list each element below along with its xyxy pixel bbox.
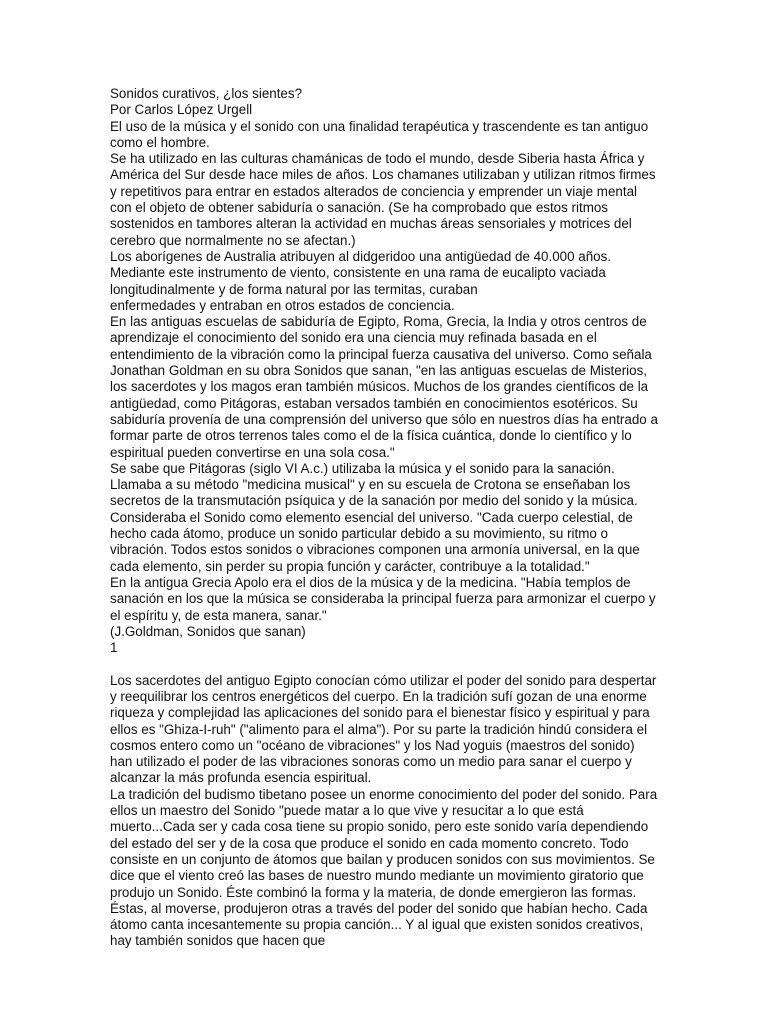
paragraph: Los sacerdotes del antiguo Egipto conocían cómo utilizar el poder del sonido para despertar y reequilibrar los centros energéticos del cuerpo. En la tradición sufí gozan de una enorme riqueza y complejidad las aplicaciones del sonido para el bienestar físico y espiritual y para ellos es "Ghiza-I-ruh" ("alimento para el alma"). Por su parte la tradición hindú considera el cosmos entero como un "océano de vibraciones" y los Nad yoguis (maestros del sonido) han utilizado el poder de las vibraciones sonoras como un medio para sanar el cuerpo y alcanzar la más profunda esencia espiritual. — [110, 672, 657, 786]
page-number: 1 — [110, 640, 118, 656]
paragraph: En las antiguas escuelas de sabiduría de Egipto, Roma, Grecia, la India y otros centros de aprendizaje el conocimiento del sonido era una ciencia muy refinada basada en el entendimiento de la vibración como la principal fuerza causativa del universo. Como señala Jonathan Goldman en su obra Sonidos que sanan, "en las antiguas escuelas de Misterios, los sacerdotes y los magos eran también músicos. Muchos de los grandes científicos de la antigüedad, como Pitágoras, estaban versados también en conocimientos esotéricos. Su sabiduría provenía de una comprensión del universo que sólo en nuestros días ha entrado a formar parte de otros terrenos tales como el de la física cuántica, donde lo científico y lo espiritual pueden convertirse en una sola cosa." — [110, 314, 658, 460]
document-author: Por Carlos López Urgell — [110, 102, 253, 118]
page-break — [110, 656, 660, 672]
paragraph: Se ha utilizado en las culturas chamánicas de todo el mundo, desde Siberia hasta África y América del Sur desde hace miles de años. Los chamanes utilizaban y utilizan ritmos firmes y repetitivos para entrar en estados alterados de conciencia y emprender un viaje mental con el objeto de obtener sabiduría o sanación. (Se ha comprobado que estos ritmos sostenidos en tambores alteran la actividad en muchas áreas sensoriales y motrices del cerebro que normalmente no se afectan.) — [110, 151, 656, 248]
citation: (J.Goldman, Sonidos que sanan) — [110, 623, 306, 639]
document-body — [110, 86, 660, 950]
document-title: Sonidos curativos, ¿los sientes? — [110, 86, 303, 101]
paragraph: La tradición del budismo tibetano posee un enorme conocimiento del poder del sonido. Para ellos un maestro del Sonido "puede matar a lo que vive y resucitar a lo que está muerto...Cada ser y cada cosa tiene su propio sonido, pero este sonido varía dependiendo del estado del ser y de la cosa que produce el sonido en cada momento concreto. Todo consiste en un conjunto de átomos que bailan y producen sonidos con sus movimientos. Se dice que el viento creó las bases de nuestro mundo mediante un movimiento giratorio que produjo un Sonido. Éste combinó la forma y la materia, de donde emergieron las formas. Éstas, al moverse, produjeron otras a través del poder del sonido que habían hecho. Cada átomo canta incesantemente su propia canción... Y al igual que existen sonidos creativos, hay también sonidos que hacen que — [110, 786, 658, 949]
paragraph: En la antigua Grecia Apolo era el dios de la música y de la medicina. "Había templos de sanación en los que la música se consideraba la principal fuerza para armonizar el cuerpo y el espíritu y, de esta manera, sanar." — [110, 574, 656, 623]
paragraph: El uso de la música y el sonido con una finalidad terapéutica y trascendente es tan antiguo como el hombre. — [110, 118, 649, 150]
paragraph: enfermedades y entraban en otros estados de conciencia. — [110, 297, 455, 313]
paragraph: Se sabe que Pitágoras (siglo VI A.c.) utilizaba la música y el sonido para la sanación. Llamaba a su método "medicina musical" y en su escuela de Crotona se enseñaban los secretos de la transmutación psíquica y de la sanación por medio del sonido y la música. Consideraba el Sonido como elemento esencial del universo. "Cada cuerpo celestial, de hecho cada átomo, produce un sonido particular debido a su movimiento, su ritmo o vibración. Todos estos sonidos o vibraciones componen una armonía universal, en la que cada elemento, sin perder su propia función y carácter, contribuye a la totalidad." — [110, 460, 640, 574]
paragraph: Los aborígenes de Australia atribuyen al didgeridoo una antigüedad de 40.000 años. Mediante este instrumento de viento, consistente en una rama de eucalipto vaciada longitudinalmente y de forma natural por las termitas, curaban — [110, 248, 612, 297]
